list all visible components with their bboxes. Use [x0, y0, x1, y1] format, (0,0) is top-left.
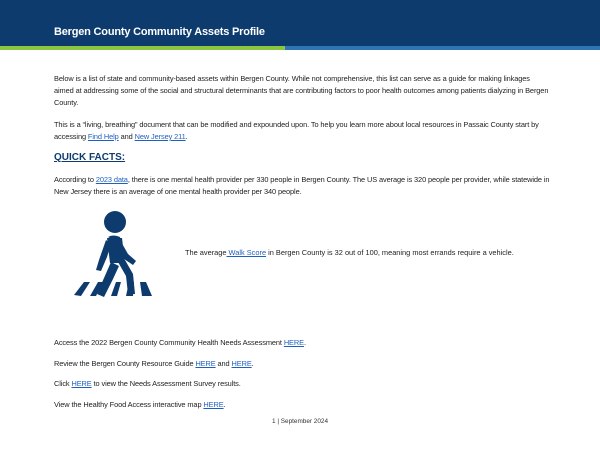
- resource-guide-line: Review the Bergen County Resource Guide HERE and HERE.: [54, 359, 254, 368]
- page-title: Bergen County Community Assets Profile: [54, 26, 265, 38]
- mental-health-fact: According to 2023 data, there is one mental health provider per 330 people in Bergen County. The US average is 320 people per provider, while statewide in New Jersey there is an average of one mental health provider per 340 people.: [54, 175, 550, 196]
- chna-here-link[interactable]: HERE: [283, 338, 304, 347]
- quick-facts-heading: QUICK FACTS:: [54, 152, 126, 163]
- intro-paragraph: Below is a list of state and community-based assets within Bergen County. While not comprehensive, this list can serve as a guide for making linkages aimed at addressing some of the social and structural determinants that are contributing factors to poor health outcomes among patients dialyzing in Bergen County.: [54, 74, 549, 107]
- chna-line: Access the 2022 Bergen County Community Health Needs Assessment HERE.: [54, 338, 306, 347]
- walk-score-link[interactable]: Walk Score: [226, 248, 267, 257]
- header-accent-blue: [285, 46, 600, 50]
- page-header: [0, 0, 600, 46]
- resource-guide-here-link-1[interactable]: HERE: [195, 359, 216, 368]
- survey-line: Click HERE to view the Needs Assessment Survey results.: [54, 379, 241, 388]
- survey-here-link[interactable]: HERE: [71, 379, 92, 388]
- walk-score-fact: The average Walk Score in Bergen County is 32 out of 100, meaning most errands require a vehicle.: [185, 248, 514, 257]
- resource-guide-here-link-2[interactable]: HERE: [231, 359, 252, 368]
- resources-paragraph: This is a “living, breathing” document that can be modified and expounded upon. To help you learn more about local resources in Passaic County start by accessing Find Help and New Jersey 211.: [54, 120, 539, 141]
- food-access-line: View the Healthy Food Access interactive map HERE.: [54, 400, 226, 409]
- nj-211-link[interactable]: New Jersey 211: [134, 132, 186, 141]
- data-2023-link[interactable]: 2023 data: [95, 175, 128, 184]
- header-accent-green: [0, 46, 285, 50]
- find-help-link[interactable]: Find Help: [87, 132, 119, 141]
- page-footer: 1 | September 2024: [271, 418, 329, 425]
- food-map-here-link[interactable]: HERE: [203, 400, 224, 409]
- pedestrian-crosswalk-icon: [66, 208, 162, 308]
